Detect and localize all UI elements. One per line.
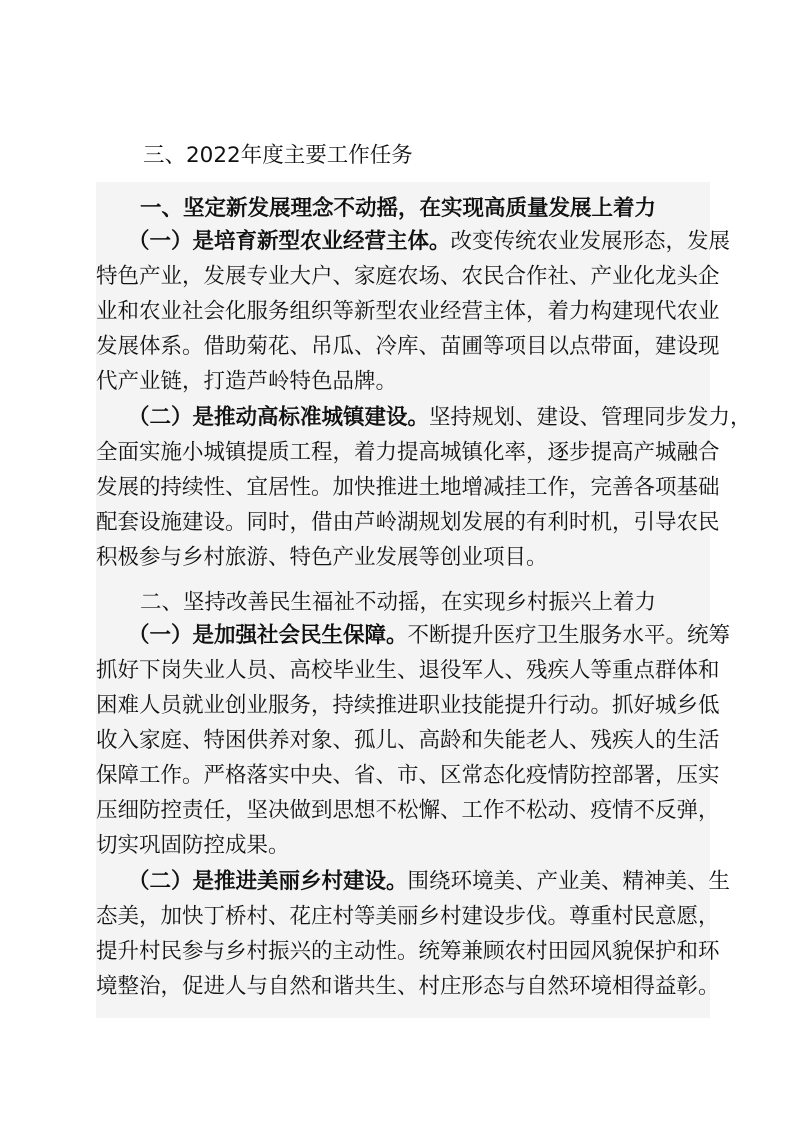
paragraph-2-line-3: 发展的持续性、宜居性。加快推进土地增减挂工作，完善各项基础 <box>96 475 720 500</box>
paragraph-4-lead: （二）是推进美丽乡村建设。 <box>128 869 408 894</box>
paragraph-3-lead: （一）是加强社会民生保障。 <box>128 623 408 648</box>
paragraph-3-line-7: 切实巩固防控成果。 <box>96 833 290 858</box>
paragraph-4-line-2: 态美，加快丁桥村、花庄村等美丽乡村建设步伐。尊重村民意愿， <box>96 904 720 929</box>
paragraph-4-line-1 <box>128 867 730 897</box>
paragraph-2-line-2: 全面实施小城镇提质工程，着力提高城镇化率，逐步提高产城融合 <box>96 440 720 465</box>
paragraph-1-line-3: 业和农业社会化服务组织等新型农业经营主体，着力构建现代农业 <box>96 299 720 324</box>
heading-2: 二、坚持改善民生福祉不动摇，在实现乡村振兴上着力 <box>140 590 657 615</box>
paragraph-1-line-1 <box>128 227 730 257</box>
paragraph-3-line-6: 压细防控责任，坚决做到思想不松懈、工作不松动、疫情不反弹， <box>96 798 720 823</box>
paragraph-1-lead: （一）是培育新型农业经营主体。 <box>128 229 451 254</box>
paragraph-4-line-4: 境整治，促进人与自然和谐共生、村庄形态与自然环境相得益彰。 <box>96 974 720 999</box>
paragraph-1-line-2: 特色产业，发展专业大户、家庭农场、农民合作社、产业化龙头企 <box>96 264 720 289</box>
paragraph-2-line-4: 配套设施建设。同时，借由芦岭湖规划发展的有利时机，引导农民 <box>96 510 720 535</box>
paragraph-3-line-5: 保障工作。严格落实中央、省、市、区常态化疫情防控部署，压实 <box>96 763 720 788</box>
section-title: 三、2022年度主要工作任务 <box>143 143 413 168</box>
paragraph-4-line-3: 提升村民参与乡村振兴的主动性。统筹兼顾农村田园风貌保护和环 <box>96 939 720 964</box>
paragraph-2-line-5: 积极参与乡村旅游、特色产业发展等创业项目。 <box>96 545 548 570</box>
paragraph-3-text: 不断提升医疗卫生服务水平。统筹 <box>407 623 731 648</box>
paragraph-2-lead: （二）是推动高标准城镇建设。 <box>128 405 430 430</box>
paragraph-3-line-2: 抓好下岗失业人员、高校毕业生、退役军人、残疾人等重点群体和 <box>96 658 720 683</box>
paragraph-1-text: 改变传统农业发展形态，发展 <box>450 229 731 254</box>
paragraph-3-line-3: 困难人员就业创业服务，持续推进职业技能提升行动。抓好城乡低 <box>96 693 720 718</box>
heading-1: 一、坚定新发展理念不动摇，在实现高质量发展上着力 <box>140 196 657 221</box>
paragraph-3-line-1 <box>128 621 730 651</box>
paragraph-2-text: 坚持规划、建设、管理同步发力， <box>429 405 752 430</box>
paragraph-1-line-4: 发展体系。借助菊花、吊瓜、冷库、苗圃等项目以点带面，建设现 <box>96 334 720 359</box>
paragraph-1-line-5: 代产业链，打造芦岭特色品牌。 <box>96 369 398 394</box>
paragraph-3-line-4: 收入家庭、特困供养对象、孤儿、高龄和失能老人、残疾人的生活 <box>96 728 720 753</box>
paragraph-4-text: 围绕环境美、产业美、精神美、生 <box>407 869 731 894</box>
paragraph-2-line-1 <box>128 403 752 433</box>
